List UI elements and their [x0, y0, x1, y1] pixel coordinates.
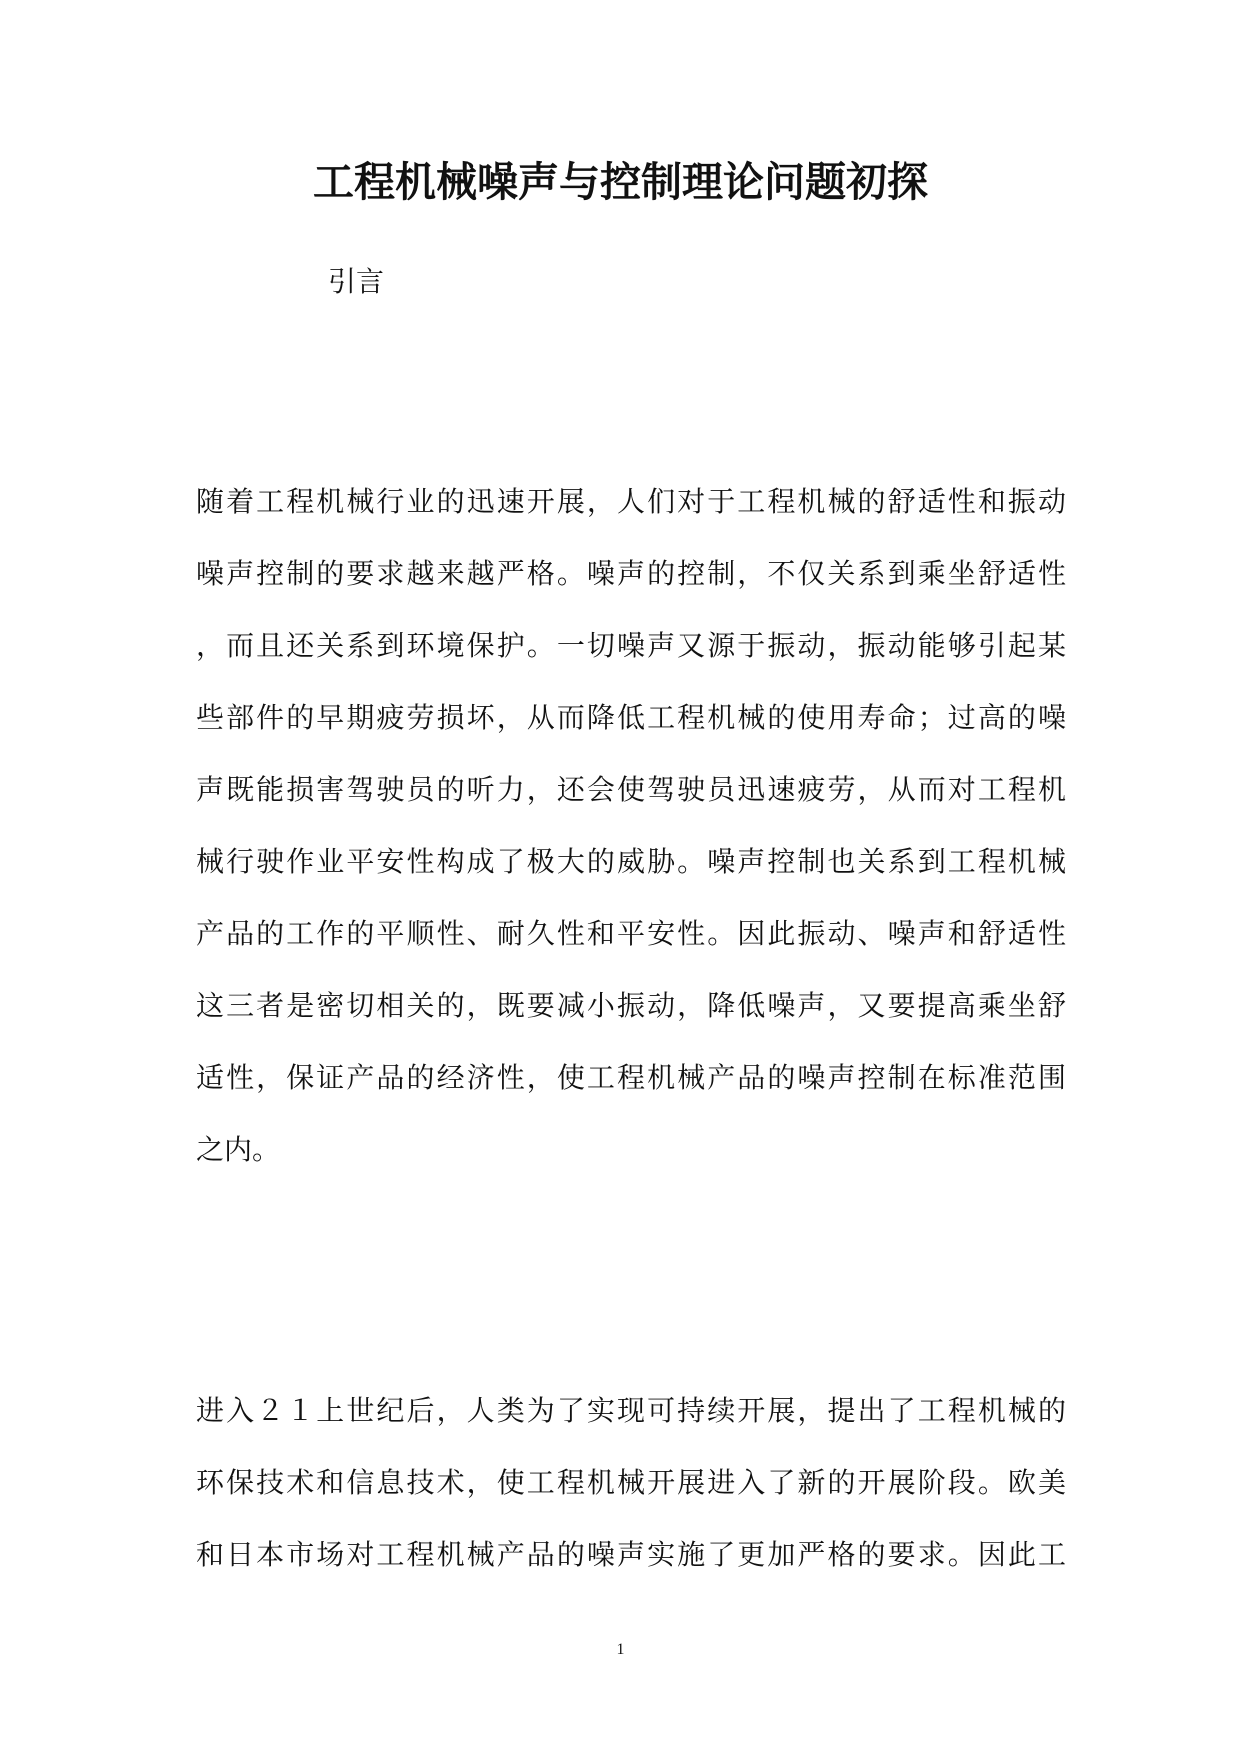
paragraph-line: ，而且还关系到环境保护。一切噪声又源于振动，振动能够引起某 — [196, 629, 1066, 662]
paragraph-line: 些部件的早期疲劳损坏，从而降低工程机械的使用寿命；过高的噪 — [196, 701, 1066, 734]
paragraph-line: 适性，保证产品的经济性，使工程机械产品的噪声控制在标准范围 — [196, 1061, 1066, 1094]
page-number: 1 — [616, 1641, 625, 1658]
paragraph-line: 进入２１上世纪后，人类为了实现可持续开展，提出了工程机械的 — [196, 1394, 1066, 1427]
paragraph-line: 这三者是密切相关的，既要减小振动，降低噪声，又要提高乘坐舒 — [196, 989, 1066, 1022]
paragraph-line: 产品的工作的平顺性、耐久性和平安性。因此振动、噪声和舒适性 — [196, 917, 1066, 950]
paragraph-1 — [196, 482, 1066, 1202]
paragraph-line: 械行驶作业平安性构成了极大的威胁。噪声控制也关系到工程机械 — [196, 845, 1066, 878]
paragraph-line: 随着工程机械行业的迅速开展，人们对于工程机械的舒适性和振动 — [196, 485, 1066, 518]
paragraph-line: 环保技术和信息技术，使工程机械开展进入了新的开展阶段。欧美 — [196, 1466, 1066, 1499]
paragraph-line: 噪声控制的要求越来越严格。噪声的控制，不仅关系到乘坐舒适性 — [196, 557, 1066, 590]
document-title: 工程机械噪声与控制理论问题初探 — [313, 158, 928, 206]
paragraph-line: 和日本市场对工程机械产品的噪声实施了更加严格的要求。因此工 — [196, 1538, 1066, 1571]
paragraph-line: 声既能损害驾驶员的听力，还会使驾驶员迅速疲劳，从而对工程机 — [196, 773, 1066, 806]
paragraph-2 — [196, 1391, 1066, 1607]
paragraph-line: 之内。 — [196, 1133, 281, 1166]
section-heading-introduction: 引言 — [328, 265, 385, 298]
